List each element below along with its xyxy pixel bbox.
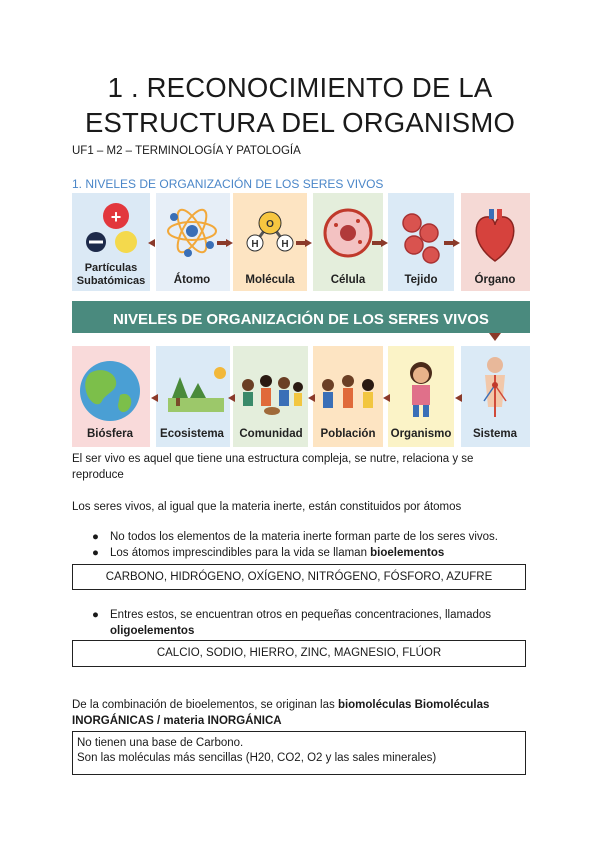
inorganic-line-2: Son las moléculas más sencillas (H20, CO2, O2 y las sales minerales) (77, 752, 437, 764)
label-particulas-1: Partículas (84, 262, 138, 274)
arrow-5 (453, 239, 460, 247)
bullet-2-bold: bioelementos (370, 547, 445, 559)
bullet-dot: ● (92, 547, 99, 559)
inorganic-line-1: No tienen una base de Carbono. (77, 737, 244, 749)
subtitle: UF1 – M2 – TERMINOLOGÍA Y PATOLOGÍA (72, 145, 301, 157)
title-line-1: 1 . RECONOCIMIENTO DE LA (107, 72, 493, 103)
label-sistema: Sistema (472, 428, 518, 440)
section-heading: 1. NIVELES DE ORGANIZACIÓN DE LOS SERES VIVOS (72, 177, 384, 191)
atom-o: O (266, 219, 274, 230)
label-comunidad: Comunidad (239, 428, 303, 440)
label-particulas-2: Subatómicas (76, 275, 146, 287)
neutron-icon (115, 231, 137, 253)
banner-text: NIVELES DE ORGANIZACIÓN DE LOS SERES VIVOS (113, 311, 489, 328)
levels-infographic (72, 193, 530, 447)
paragraph-3-text: De la combinación de bioelementos, se originan las (72, 699, 338, 711)
paragraph-2: Los seres vivos, al igual que la materia inerte, están constituidos por átomos (72, 501, 462, 513)
paragraph-3-bold: biomoléculas Biomoléculas (337, 699, 490, 711)
atom-h2: H (281, 239, 289, 250)
label-atomo: Átomo (173, 274, 211, 286)
label-organo: Órgano (474, 274, 516, 286)
bullet-3-bold: oligoelementos (110, 625, 195, 637)
arrow-3 (305, 239, 312, 247)
label-biosfera: Biósfera (86, 428, 134, 440)
label-molecula: Molécula (245, 274, 295, 286)
atom-h1: H (251, 239, 259, 250)
bioelements-box (72, 564, 526, 590)
cell-icon (325, 210, 371, 256)
inorganic-box (72, 731, 526, 775)
bullet-dot: ● (92, 609, 99, 621)
paragraph-1 (72, 451, 532, 483)
oligoelements-box (72, 640, 526, 667)
bullet-2 (92, 545, 522, 561)
bullet-3 (92, 607, 522, 623)
bullet-dot: ● (92, 531, 99, 543)
bullet-1 (92, 529, 522, 545)
title-line-2: ESTRUCTURA DEL ORGANISMO (84, 107, 516, 138)
label-organismo: Organismo (390, 428, 452, 440)
paragraph-1-line-2: reproduce (72, 469, 124, 481)
arrow-4 (381, 239, 388, 247)
label-celula: Célula (330, 274, 366, 286)
oligoelements-list: CALCIO, SODIO, HIERRO, ZINC, MAGNESIO, FLÚOR (156, 647, 442, 659)
paragraph-1-line-1: El ser vivo es aquel que tiene una estructura compleja, se nutre, relaciona y se (72, 453, 474, 465)
bullet-2-text: Los átomos imprescindibles para la vida se llaman (110, 547, 371, 559)
label-ecosistema: Ecosistema (160, 428, 224, 440)
paragraph-3-line-2: INORGÁNICAS / materia INORGÁNICA (72, 715, 282, 727)
bullet-3-bold-line (110, 623, 194, 639)
page-title (0, 70, 600, 140)
plus-sign: + (110, 207, 122, 227)
paragraph-3 (72, 697, 532, 729)
bullet-1-text: No todos los elementos de la materia inerte forman parte de los seres vivos. (110, 531, 498, 543)
earth-icon (80, 361, 140, 421)
bioelements-list: CARBONO, HIDRÓGENO, OXÍGENO, NITRÓGENO, FÓSFORO, AZUFRE (105, 571, 493, 583)
label-tejido: Tejido (404, 274, 438, 286)
label-poblacion: Población (320, 428, 376, 440)
bullet-3-text: Entres estos, se encuentran otros en pequeñas concentraciones, llamados (110, 609, 492, 621)
